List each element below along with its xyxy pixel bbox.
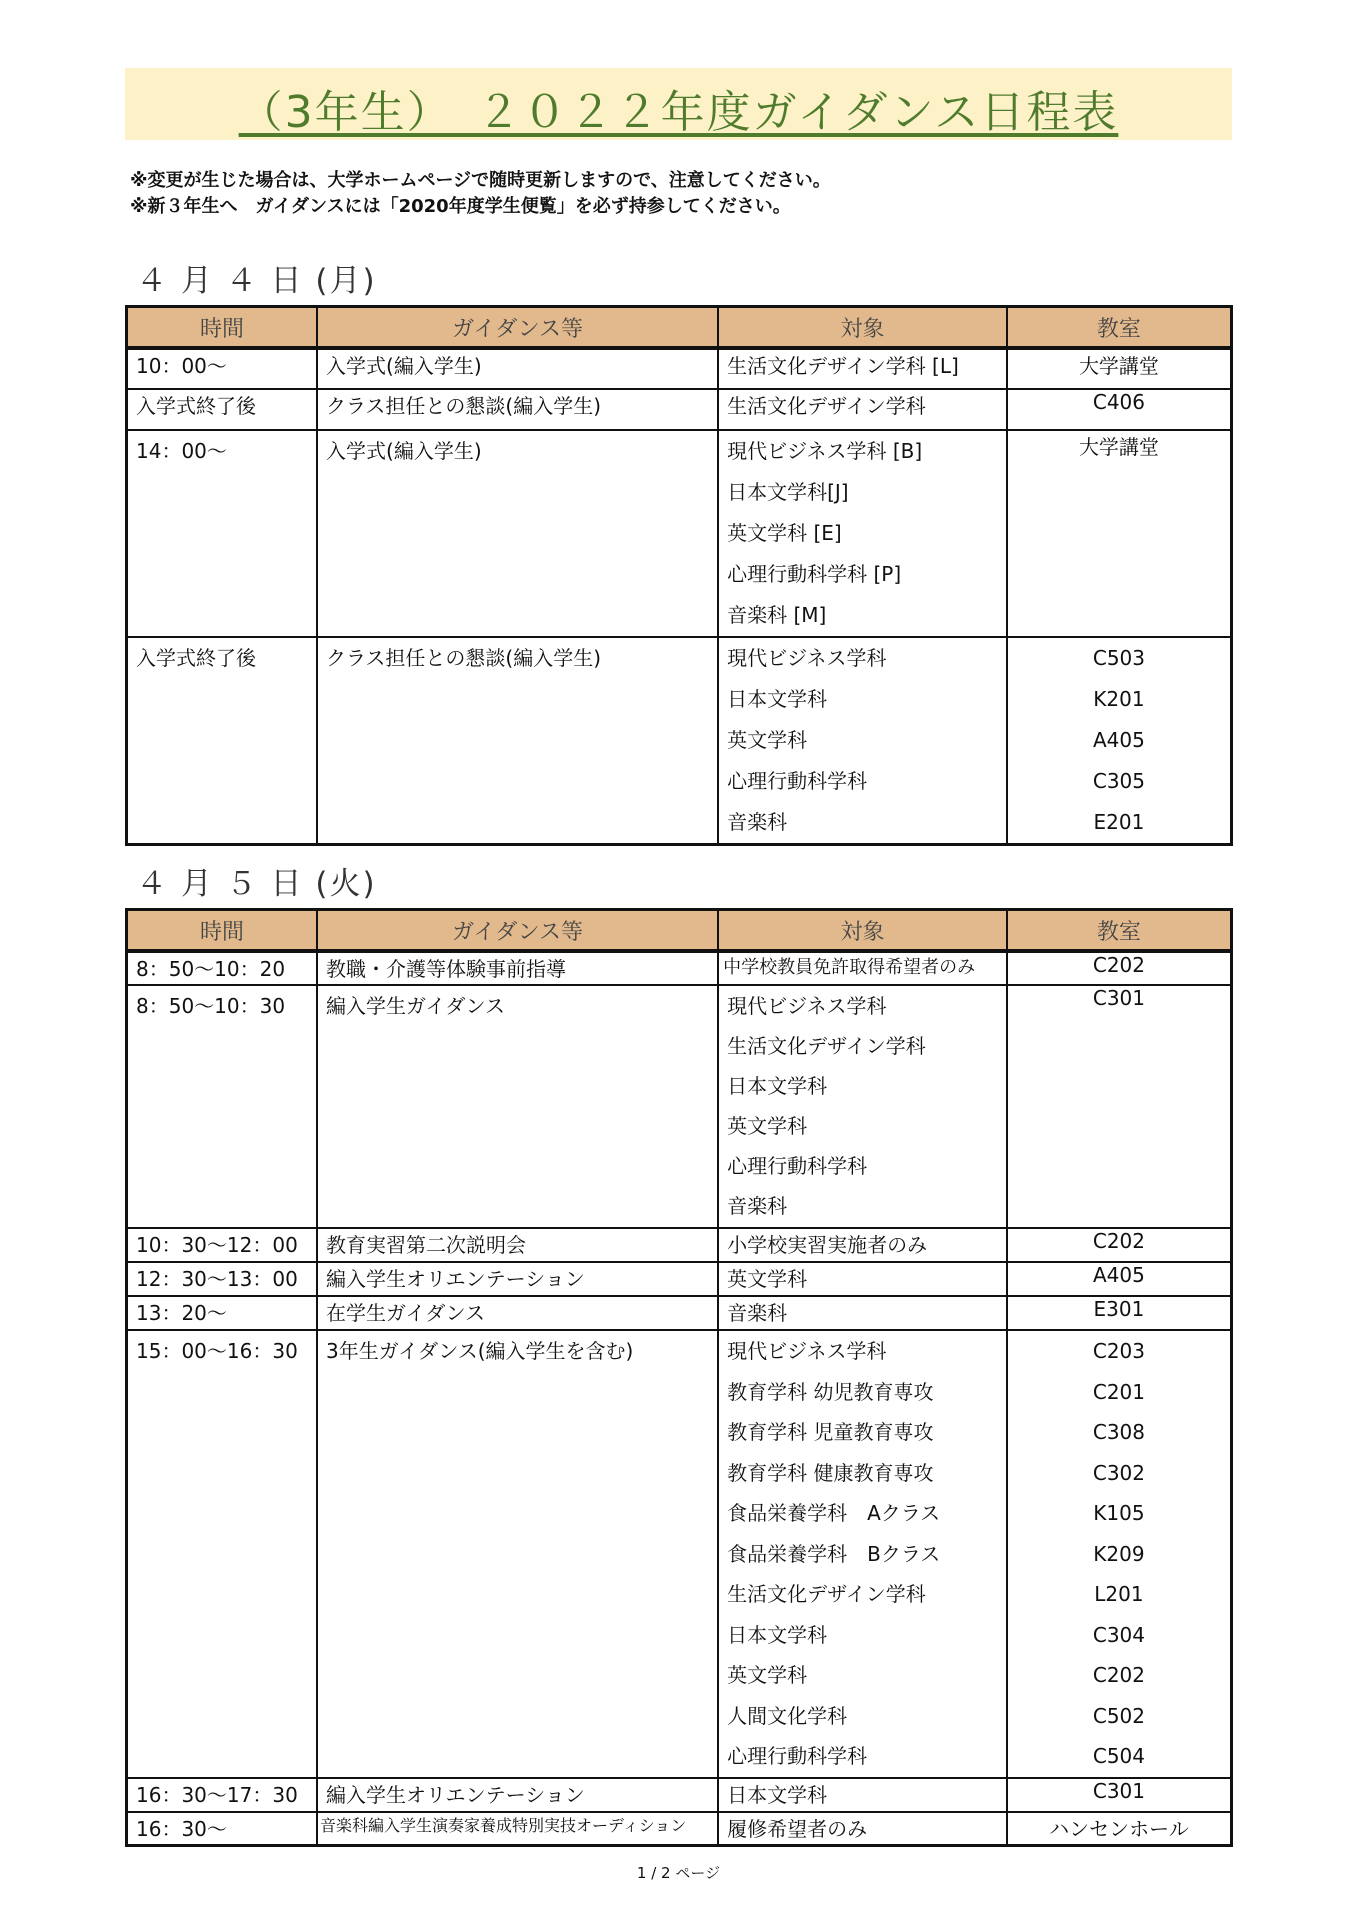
table-row (127, 985, 1232, 1228)
column-header-target: 対象 (718, 910, 1007, 952)
target-cell: 教育学科 健康教育専攻 (727, 1460, 934, 1485)
target-cell: 心理行動科学科 (727, 769, 868, 793)
table-row (127, 1778, 1232, 1812)
header-row (127, 910, 1232, 952)
room-cell: ハンセンホール (1049, 1816, 1189, 1841)
guidance-cell: クラス担任との懇談(編入学生) (326, 646, 602, 670)
table-row (127, 430, 1232, 637)
header-row (127, 307, 1232, 349)
room-cell: C203 (1092, 1339, 1145, 1363)
guidance-cell: クラス担任との懇談(編入学生) (326, 394, 602, 418)
table-row (127, 389, 1232, 430)
guidance-cell: 教育実習第二次説明会 (326, 1233, 527, 1257)
target-cell: 中学校教員免許取得希望者のみ (723, 957, 976, 978)
guidance-cell: 編入学生オリエンテーション (326, 1267, 585, 1291)
room-cell: C308 (1092, 1420, 1145, 1444)
target-cell: 現代ビジネス学科 (727, 994, 887, 1018)
table-row (127, 951, 1232, 985)
column-header-room: 教室 (1007, 910, 1232, 952)
room-cell: A405 (1093, 1263, 1145, 1287)
room-cell: C503 (1092, 646, 1145, 670)
room-cell: C202 (1092, 953, 1145, 977)
time-cell: 16：30～17：30 (136, 1782, 298, 1807)
target-cell: 教育学科 幼児教育専攻 (727, 1379, 934, 1404)
notes (130, 168, 831, 220)
guidance-cell: 音楽科編入学生演奏家養成特別実技オーディション (320, 1815, 687, 1835)
room-cell: A405 (1093, 728, 1145, 752)
table-row (127, 637, 1232, 845)
room-cell: E301 (1093, 1297, 1145, 1321)
target-cell: 生活文化デザイン学科 (727, 394, 926, 418)
room-cell: 大学講堂 (1078, 435, 1159, 459)
target-cell: 日本文学科 (727, 687, 828, 711)
target-cell: 現代ビジネス学科 (727, 646, 887, 670)
target-cell: 現代ビジネス学科 [B] (727, 439, 923, 463)
target-cell: 食品栄養学科 Bクラス (727, 1541, 941, 1566)
time-cell: 13：20～ (136, 1301, 227, 1325)
target-cell: 現代ビジネス学科 (727, 1339, 887, 1363)
room-cell: C301 (1092, 1778, 1145, 1803)
guidance-cell: 入学式(編入学生) (326, 439, 482, 463)
room-cell: C305 (1092, 769, 1145, 793)
time-cell: 8：50～10：20 (136, 957, 286, 981)
target-cell: 心理行動科学科 (727, 1154, 868, 1178)
room-cell: C502 (1092, 1703, 1145, 1728)
day-heading: ４ 月 ５ 日 (火) (136, 866, 377, 902)
note-line: ※新３年生へ ガイダンスには「2020年度学生便覧」を必ず持参してください。 (130, 196, 791, 217)
room-cell: 大学講堂 (1078, 354, 1159, 378)
column-header-time: 時間 (127, 307, 318, 349)
time-cell: 入学式終了後 (136, 646, 256, 670)
room-cell: K105 (1093, 1501, 1145, 1525)
target-cell: 音楽科 [M] (727, 603, 827, 627)
guidance-cell: 教職・介護等体験事前指導 (326, 957, 567, 981)
table-row (127, 1228, 1232, 1262)
table-row (127, 1296, 1232, 1330)
time-cell: 8：50～10：30 (136, 994, 286, 1018)
target-cell: 音楽科 (727, 1301, 788, 1325)
guidance-cell: 編入学生オリエンテーション (326, 1782, 585, 1807)
time-cell: 15：00～16：30 (136, 1339, 298, 1363)
room-cell: L201 (1094, 1582, 1144, 1606)
table-row (127, 348, 1232, 389)
target-cell: 生活文化デザイン学科 (727, 1034, 926, 1058)
target-cell: 英文学科 (727, 728, 808, 752)
target-cell: 生活文化デザイン学科 (727, 1582, 926, 1606)
guidance-cell: 3年生ガイダンス(編入学生を含む) (326, 1339, 634, 1363)
column-header-guidance: ガイダンス等 (317, 910, 718, 952)
room-cell: C302 (1092, 1460, 1145, 1485)
target-cell: 人間文化学科 (727, 1703, 848, 1728)
table-row (127, 1330, 1232, 1778)
room-cell: C406 (1092, 390, 1145, 414)
target-cell: 日本文学科 (727, 1782, 828, 1807)
column-header-time: 時間 (127, 910, 318, 952)
target-cell: 食品栄養学科 Aクラス (727, 1501, 941, 1525)
guidance-cell: 編入学生ガイダンス (326, 994, 506, 1018)
room-cell: K209 (1093, 1541, 1145, 1566)
target-cell: 音楽科 (727, 810, 788, 834)
room-cell: C202 (1092, 1663, 1145, 1687)
time-cell: 16：30～ (136, 1816, 227, 1841)
target-cell: 教育学科 児童教育専攻 (727, 1420, 934, 1444)
page-title: （3年生） ２０２２年度ガイダンス日程表 (238, 87, 1119, 138)
room-cell: C301 (1092, 986, 1145, 1010)
guidance-cell: 入学式(編入学生) (326, 354, 482, 378)
target-cell: 生活文化デザイン学科 [L] (727, 354, 959, 378)
time-cell: 10：30～12：00 (136, 1233, 298, 1257)
schedule-table-day1 (125, 305, 1233, 846)
time-cell: 12：30～13：00 (136, 1267, 298, 1291)
time-cell: 10：00～ (136, 354, 227, 378)
target-cell: 英文学科 (727, 1267, 808, 1291)
guidance-cell: 在学生ガイダンス (326, 1301, 486, 1325)
target-cell: 小学校実習実施者のみ (727, 1233, 928, 1257)
target-cell: 英文学科 (727, 1114, 808, 1138)
target-cell: 音楽科 (727, 1194, 788, 1218)
target-cell: 履修希望者のみ (727, 1816, 868, 1841)
target-cell: 日本文学科 (727, 1622, 828, 1647)
table-row (127, 1812, 1232, 1846)
room-cell: E201 (1093, 810, 1145, 834)
target-cell: 心理行動科学科 [P] (727, 562, 902, 586)
room-cell: C202 (1092, 1229, 1145, 1253)
room-cell: C201 (1092, 1379, 1145, 1404)
target-cell: 心理行動科学科 (727, 1744, 868, 1768)
schedule-table-day2 (125, 908, 1233, 1847)
title-band (125, 68, 1232, 140)
table-row (127, 1262, 1232, 1296)
room-cell: C304 (1092, 1622, 1145, 1647)
day-heading: ４ 月 ４ 日 (月) (136, 263, 377, 299)
column-header-guidance: ガイダンス等 (317, 307, 718, 349)
column-header-room: 教室 (1007, 307, 1232, 349)
room-cell: K201 (1093, 687, 1145, 711)
page-footer: 1 / 2 ページ (636, 1864, 721, 1882)
target-cell: 日本文学科[J] (727, 480, 849, 504)
column-header-target: 対象 (718, 307, 1007, 349)
target-cell: 日本文学科 (727, 1074, 828, 1098)
room-cell: C504 (1092, 1744, 1145, 1768)
target-cell: 英文学科 [E] (727, 521, 842, 545)
note-line: ※変更が生じた場合は、大学ホームページで随時更新しますので、注意してください。 (130, 170, 831, 191)
time-cell: 入学式終了後 (136, 394, 256, 418)
target-cell: 英文学科 (727, 1663, 808, 1687)
time-cell: 14：00～ (136, 439, 227, 463)
